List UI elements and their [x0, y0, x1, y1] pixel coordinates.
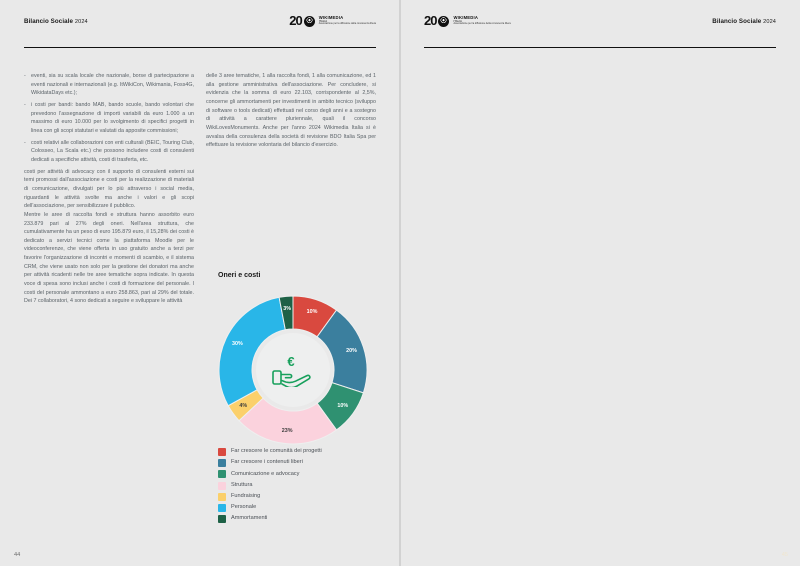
running-head-year-right: 2024 [763, 19, 776, 25]
wikimedia-globe-icon-right [438, 16, 449, 27]
legend-label: Comunicazione e advocacy [231, 470, 300, 477]
legend-label: Far crescere le comunità dei progetti [231, 448, 322, 455]
donut-slice-percentage: 10% [337, 403, 349, 410]
paragraph-advocacy: costi per attività di advocacy con il supporto di consulenti esterni sui temi promossi dall'associazione e costi per la realizzazione di materiali di comunicazione, divulgati per lo più attraverso i social media, riguardanti le attività svolte ma anche i valori e gli scopi dell'associazione, per sensibilizzare il pubblico. [24, 168, 194, 210]
legend-item [218, 504, 393, 512]
page-number-right: 45 [781, 552, 788, 558]
paragraph-aree-tematiche: delle 3 aree tematiche, 1 alla raccolta fondi, 1 alla comunicazione, ed 1 alla gestione amministrativa dell'associazione. Per concludere, si evidenzia che la somma di euro 22.103, corrispondente al 2,5%, concerne gli ammortamenti per investimenti in ambito tecnico (sviluppo di software o tools dedicati) effettuati nel corso degli anni e a sostegno di attività a carattere pluriennale, quali il concorso WikiLovesMonuments. Anche per l'anno 2024 Wikimedia Italia si è avvalsa della consulenza della società di revisione BDO Italia Spa per effettuare la revisione volontaria del bilancio d'esercizio. [206, 73, 376, 149]
legend-item [218, 493, 393, 501]
logo-org-line1-right: WIKIMEDIA [453, 14, 479, 20]
legend-label: Struttura [231, 481, 253, 488]
logo-wordmark-right [453, 16, 510, 26]
logo-org-line2-right: ITALIA [453, 18, 462, 23]
legend-item [218, 448, 393, 456]
anniversary-number: 20 [289, 13, 302, 28]
donut-graphic [218, 295, 368, 445]
list-item: - i costi per bandi: bando MAB, bando scuole, bando volontari che prevedono l'assegnazione di importi variabili da euro 1.000 a un massimo di euro 10.000 per lo svolgimento di specifici progetti in linea con gli scopi statutari e valutati da apposite commissioni; [24, 101, 194, 136]
legend-item [218, 459, 393, 467]
running-head-year: 2024 [74, 19, 88, 25]
legend-swatch [218, 448, 226, 456]
logo-org-line1: WIKIMEDIA [318, 14, 344, 20]
legend-swatch [218, 459, 226, 467]
legend-label: Fundraising [231, 492, 261, 499]
running-head-title-right [712, 18, 776, 25]
right-page [400, 0, 800, 566]
page-number-left: 44 [14, 552, 21, 558]
legend-label: Ammortamenti [231, 515, 268, 522]
running-head-title [24, 18, 88, 25]
hand-with-euro-icon [270, 353, 316, 387]
logo-org-line3: Associazione per la diffusione della conoscenza libera [318, 21, 376, 25]
wikimedia-logo-left [289, 14, 376, 27]
legend-label: Far crescere i contenuti liberi [231, 459, 303, 466]
list-item: - costi relativi alle collaborazioni con enti culturali (BEIC, Touring Club, Colosseo, La Scala etc.) che possono includere costi di consulenti dedicati a specifiche attività, costi di trasferta, etc. [24, 139, 194, 165]
chart-title: Oneri e costi [218, 272, 261, 279]
left-text-columns [24, 72, 376, 306]
anniversary-number-right: 20 [424, 13, 437, 28]
running-head-left [24, 14, 376, 36]
running-head-right [424, 14, 776, 36]
list-item: - eventi, sia su scala locale che nazionale, borse di partecipazione a eventi nazionali e internazionali (e.g. ItWikiCon, Wikimania, Foss4G, WikidataDays etc.); [24, 72, 194, 98]
paragraph-struttura: Mentre le aree di raccolta fondi e struttura hanno assorbito euro 233.879 pari al 27% degli oneri. Nell'area struttura, che cumulativamente ha un peso di euro 195.879 euro, il 15,28% dei costi è dedicato a servizi tecnici come la piattaforma Moodle per le videoconferenze, che viene offerta in uso gratuito anche a terzi per favorire l'organizzazione di incontri e momenti di scambio, e il sistema CRM, che viene usato non solo per la gestione dei donatori ma anche per attività ricadenti nelle tre aree tematiche sopra indicate. In questa voce di spesa sono inclusi anche i costi di formazione del personale. I costi del personale ammontano a euro 258.863, pari al 29% del totale. Dei 7 collaboratori, 4 sono dedicati a seguire e sviluppare le attività [24, 211, 194, 305]
left-column-one [24, 72, 194, 306]
legend-swatch [218, 482, 226, 490]
running-head-title-text-right: Bilancio Sociale [712, 18, 762, 25]
legend-swatch [218, 470, 226, 478]
running-head-title-text: Bilancio Sociale [24, 18, 74, 25]
cost-bullet-list [24, 72, 194, 165]
wikimedia-globe-icon [304, 16, 315, 27]
legend-item [218, 482, 393, 490]
header-rule-right [424, 47, 776, 48]
donut-slice-percentage: 23% [281, 428, 293, 435]
logo-wordmark [319, 16, 376, 26]
legend-swatch [218, 504, 226, 512]
donut-slice-percentage: 10% [306, 308, 318, 315]
donut-slice-percentage: 20% [346, 347, 357, 354]
donut-slice-percentage: 4% [239, 403, 248, 410]
donut-slice-percentage: 30% [231, 340, 243, 347]
svg-text:€: € [287, 354, 295, 369]
logo-org-line3-right: Associazione per la diffusione della conoscenza libera [453, 21, 511, 25]
legend-label: Personale [231, 504, 257, 511]
donut-center-hub [256, 333, 330, 407]
chart-legend [218, 448, 393, 526]
oneri-e-costi-donut-chart [218, 295, 382, 445]
donut-slice-percentage: 3% [283, 305, 292, 312]
legend-swatch [218, 515, 226, 523]
legend-item [218, 470, 393, 478]
legend-swatch [218, 493, 226, 501]
spread-gutter [399, 0, 401, 566]
left-column-two [206, 72, 376, 306]
wikimedia-logo-right [424, 14, 511, 27]
logo-org-line2: ITALIA [318, 18, 328, 23]
legend-item [218, 515, 393, 523]
header-rule-left [24, 47, 376, 48]
